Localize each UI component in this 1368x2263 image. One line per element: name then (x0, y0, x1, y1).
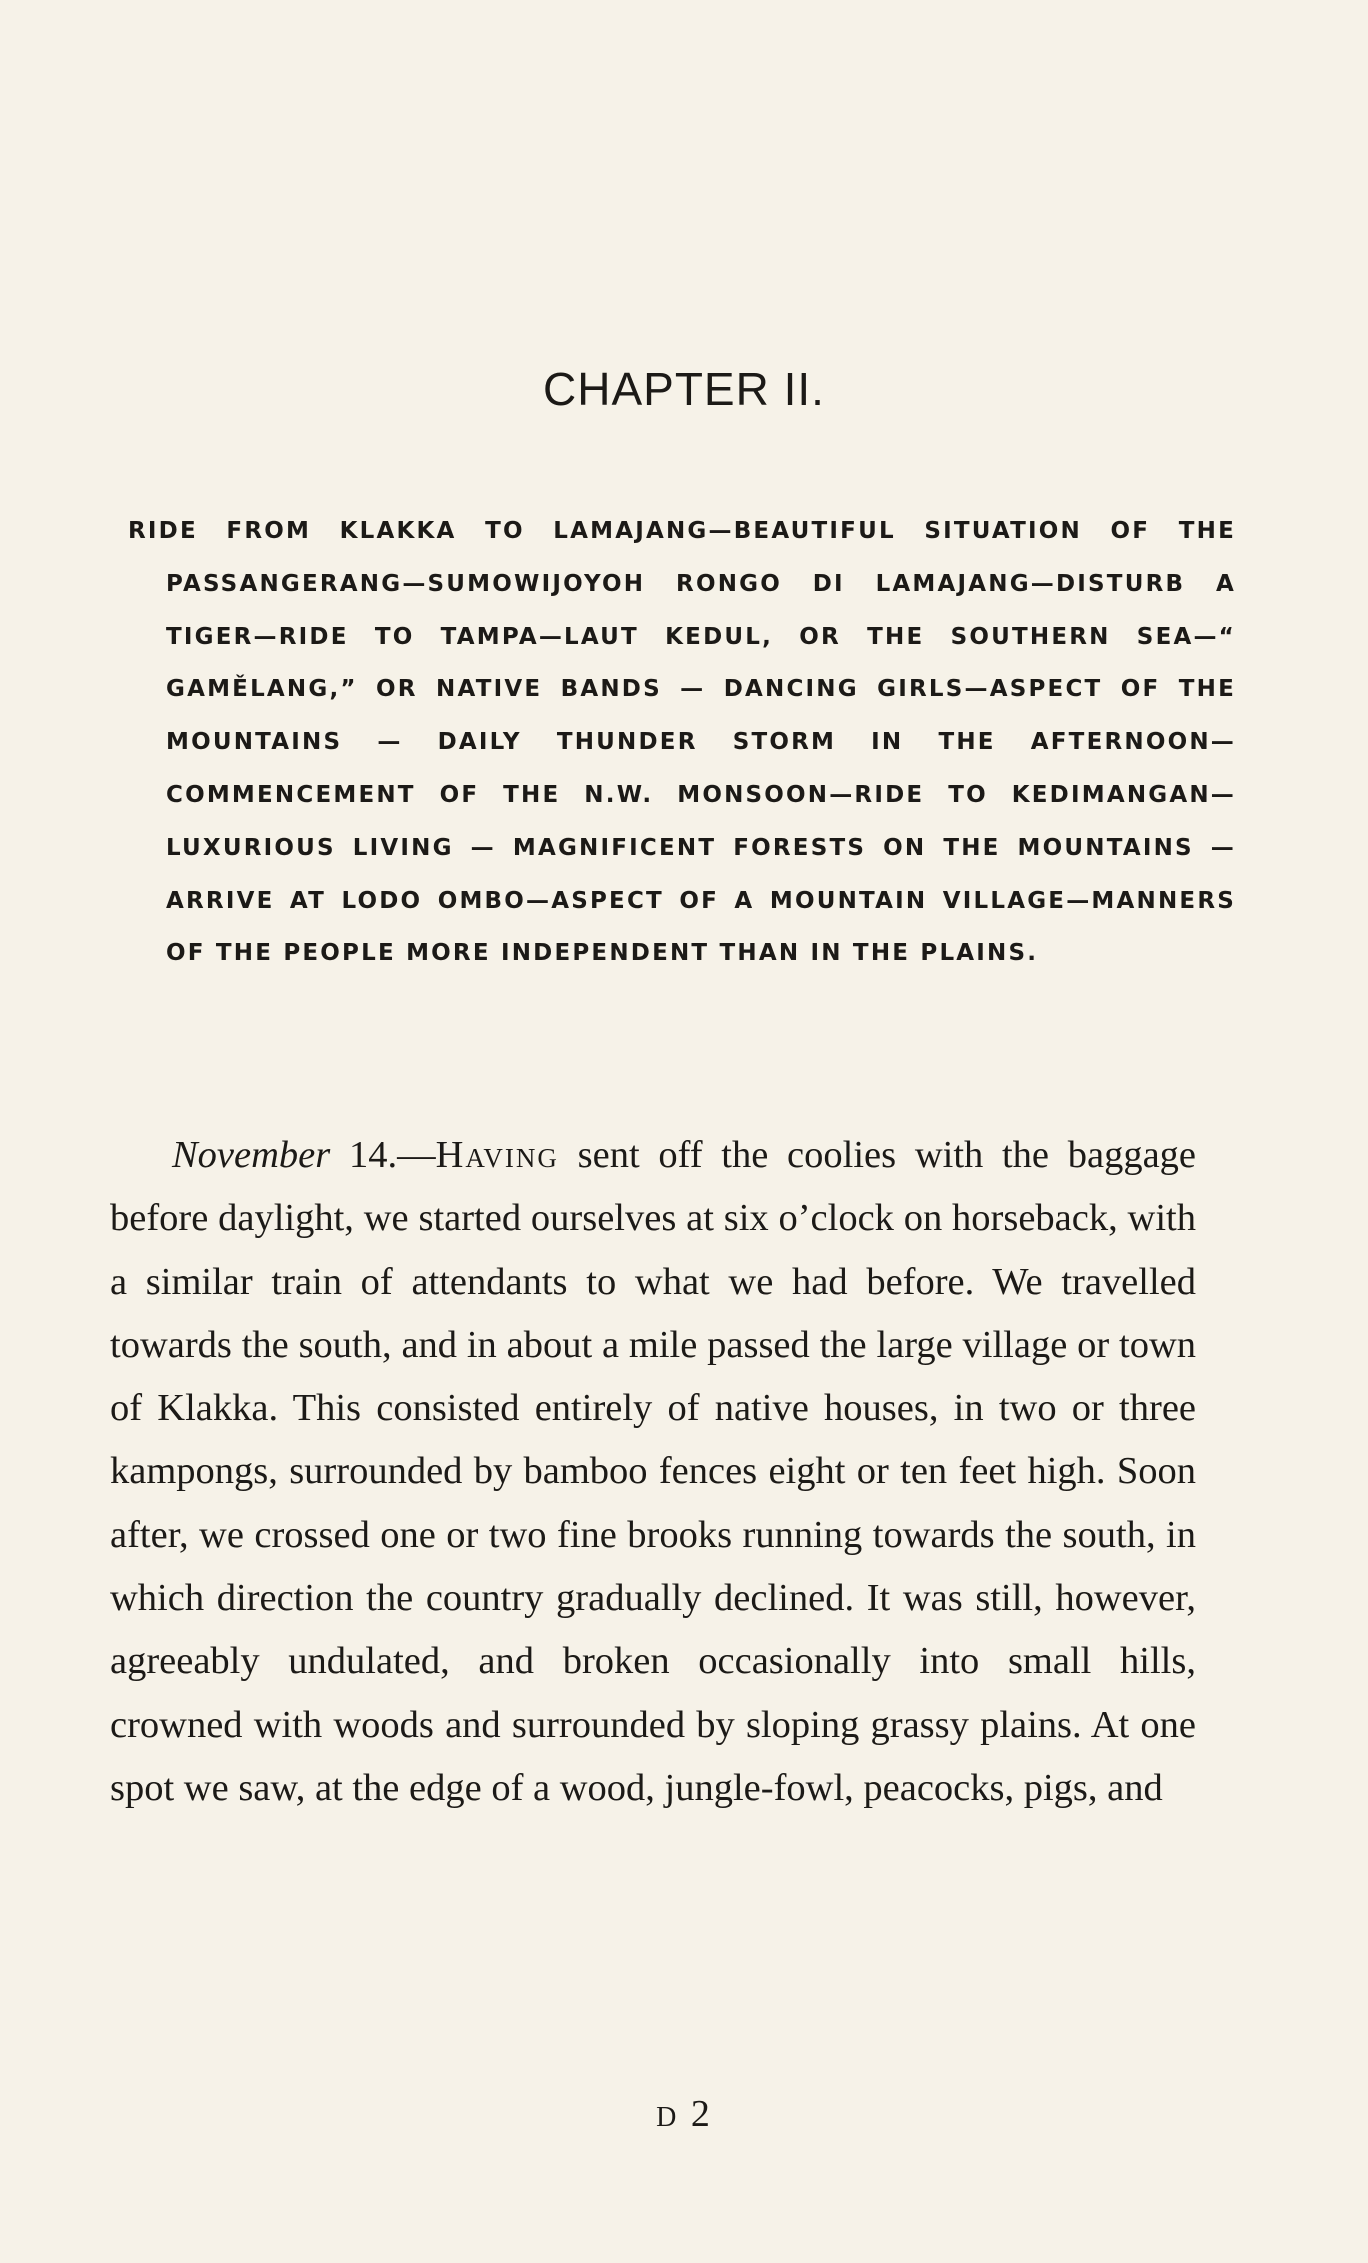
date-month: November (172, 1134, 331, 1176)
signature-number: 2 (690, 2093, 712, 2135)
signature-mark (0, 2092, 1368, 2136)
date-number: 14. (330, 1134, 398, 1176)
date-dash: — (397, 1134, 436, 1176)
body-text: sent off the coolies with the baggage before daylight, we started ourselves at six o’clock on horseback, with a similar train of attendants to what we had before. We travelled towards the south, and in about a mile passed the large village or town of Klakka. This consisted entirely of native houses, in two or three kampongs, surrounded by bamboo fences eight or ten feet high. Soon after, we crossed one or two fine brooks running towards the south, in which direction the country gradually declined. It was still, however, agreeably undulated, and broken occasionally into small hills, crowned with woods and surrounded by sloping grassy plains. At one spot we saw, at the edge of a wood, jungle-fowl, peacocks, pigs, and (110, 1134, 1197, 1809)
chapter-title: CHAPTER II. (543, 363, 825, 415)
signature-letter: D (656, 2102, 680, 2133)
chapter-summary: RIDE FROM KLAKKA TO LAMAJANG—BEAUTIFUL SITUATION OF THE PASSANGERANG—SUMOWIJOYOH RONGO DI LAMAJANG—DISTURB A TIGER—RIDE TO TAMPA—LAUT KEDUL, OR THE SOUTHERN SEA—“ GAMĚLANG,” OR NATIVE BANDS — DANCING GIRLS—ASPECT OF THE MOUNTAINS — DAILY THUNDER STORM IN THE AFTERNOON—COMMENCEMENT OF THE N.W. MONSOON—RIDE TO KEDIMANGAN—LUXURIOUS LIVING — MAGNIFICENT FORESTS ON THE MOUNTAINS — ARRIVE AT LODO OMBO—ASPECT OF A MOUNTAIN VILLAGE—MANNERS OF THE PEOPLE MORE INDEPENDENT THAN IN THE PLAINS. (128, 518, 1236, 967)
first-word: Having (435, 1134, 559, 1176)
body-paragraph (110, 1124, 1196, 1820)
